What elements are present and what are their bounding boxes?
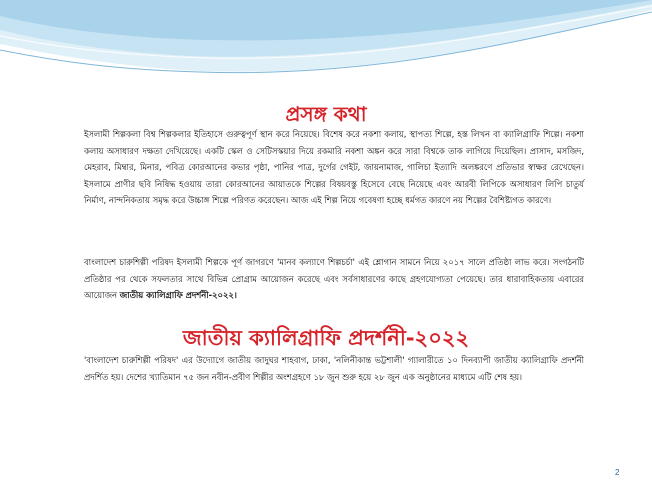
intro-paragraph-2-text: বাংলাদেশ চারুশিল্পী পরিষদ ইসলামী শিল্পকে পূর্ণ জাগরণে 'মানব কল্যাণে শিল্পচর্চা' এই শ্লোগান সামনে নিয়ে ২০১৭ সালে প্রতিষ্ঠা লাভ করে। সংগঠনটি প্রতিষ্ঠার পর থেকে সফলতার সাথে বিভিন্ন প্রোগ্রাম আয়োজন করেছে এবং সর্বসাধারণের কাছে গ্রহণযোগ্যতা পেয়েছে। তার ধারাবাহিকতায় এবারের আয়োজন xyxy=(84,257,584,301)
page-number: 2 xyxy=(615,468,620,477)
exhibition-paragraph: 'বাংলাদেশ চারুশিল্পী পরিষদ' এর উদ্যোগে জাতীয় জাদুঘর শাহবাগ, ঢাকা, 'নলিনীকান্ত ভট্টশালী' গ্যালারীতে ১০ দিনব্যাপী জাতীয় ক্যালিগ্রাফি প্রদর্শনী প্রদর্শিত হয়। দেশের খ্যাতিমান ৭৫ জন নবীন-প্রবীণ শিল্পীর অংশগ্রহণে ১৮ জুন শুরু হয়ে ২৮ জুন এক অনুষ্ঠানের মাধ্যমে এটি শেষ হয়। xyxy=(84,355,584,382)
intro-paragraph-1: ইসলামী শিল্পকলা বিশ্ব শিল্পকলার ইতিহাসে গুরুত্বপূর্ণ স্থান করে নিয়েছে। বিশেষ করে নকশা কলায়, স্থাপত্য শিল্পে, হস্ত লিখন বা ক্যালিগ্রাফি শিল্পে। নকশা কলায় অসাধারণ দক্ষতা দেখিয়েছে। একটি স্কেল ও সেটিসস্কয়ার দিয়ে রকমারি নকশা অঙ্কন করে সারা বিশ্বকে তাক লাগিয়ে দিয়েছিল। প্রাসাদ, মসজিদ, মেহরাব, মিম্বার, মিনার, পবিত্র কোরআনের কভার পৃষ্ঠা, পানির পাত্র, দুর্গের গেইট, জায়নামাজ, গালিচা ইত্যাদি অলঙ্করণে প্রতিভার স্বাক্ষর রেখেছেন। ইসলামে প্রাণীর ছবি নিষিদ্ধ হওয়ায় তারা কোরআনের আয়াতকে শিল্পের বিষয়বস্তু হিসেবে বেছে নিয়েছে এবং আরবী লিপিকে অসাধারণ লিপি চাতুর্য নির্মাণ, নান্দনিকতায় সমৃদ্ধ করে উচ্চাঙ্গ শিল্পে পরিণত করেছেন। আজ এই শিল্প নিয়ে গবেষণা হচ্ছে ধর্মগত কারণে নয় শিল্পের বৈশিষ্ট্যগত কারণে। xyxy=(84,129,584,206)
intro-paragraph-2 xyxy=(84,254,584,304)
exhibition-name-emphasis: জাতীয় ক্যালিগ্রাফি প্রদর্শনী-২০২২। xyxy=(119,290,237,301)
section-title-exhibition: জাতীয় ক্যালিগ্রাফি প্রদর্শনী-২০২২ xyxy=(182,326,470,350)
section-title-intro: প্রসঙ্গ কথা xyxy=(285,102,367,126)
